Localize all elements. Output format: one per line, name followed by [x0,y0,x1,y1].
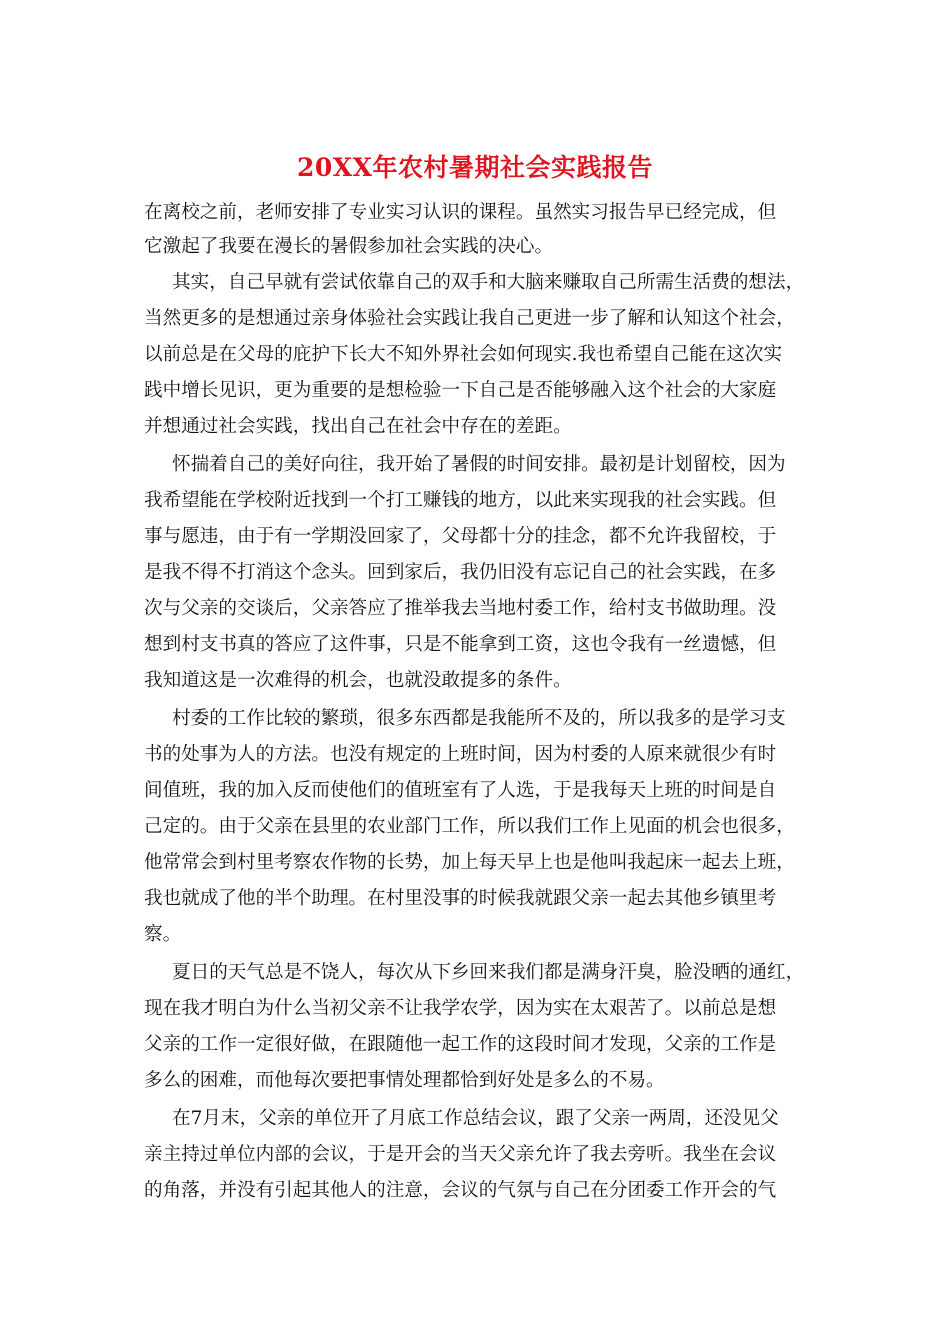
body-line: 亲主持过单位内部的会议，于是开会的当天父亲允许了我去旁听。我坐在会议 [144,1144,777,1165]
body-line: 现在我才明白为什么当初父亲不让我学农学，因为实在太艰苦了。以前总是想 [144,998,777,1019]
body-line: 的角落，并没有引起其他人的注意，会议的气氛与自己在分团委工作开会的气 [144,1180,777,1201]
body-line: 多么的困难，而他每次要把事情处理都恰到好处是多么的不易。 [144,1070,665,1091]
body-line: 察。 [144,924,182,945]
body-line: 是我不得不打消这个念头。回到家后，我仍旧没有忘记自己的社会实践，在多 [144,562,777,583]
body-line: 父亲的工作一定很好做，在跟随他一起工作的这段时间才发现，父亲的工作是 [144,1034,777,1055]
body-line: 事与愿违，由于有一学期没回家了，父母都十分的挂念，都不允许我留校，于 [144,526,777,547]
paragraph-first-line: 夏日的天气总是不饶人，每次从下乡回来我们都是满身汗臭，脸没晒的通红， [172,962,805,983]
body-line: 它激起了我要在漫长的暑假参加社会实践的决心。 [144,236,554,257]
body-line: 践中增长见识，更为重要的是想检验一下自己是否能够融入这个社会的大家庭 [144,380,777,401]
body-line: 己定的。由于父亲在县里的农业部门工作，所以我们工作上见面的机会也很多， [144,816,795,837]
body-line: 我希望能在学校附近找到一个打工赚钱的地方，以此来实现我的社会实践。但 [144,490,777,511]
body-line: 想到村支书真的答应了这件事，只是不能拿到工资，这也令我有一丝遗憾，但 [144,634,777,655]
body-line: 我也就成了他的半个助理。在村里没事的时候我就跟父亲一起去其他乡镇里考 [144,888,777,909]
paragraph-first-line: 怀揣着自己的美好向往，我开始了暑假的时间安排。最初是计划留校，因为 [172,454,786,475]
body-line: 他常常会到村里考察农作物的长势，加上每天早上也是他叫我起床一起去上班， [144,852,795,873]
paragraph-first-line: 在7月末，父亲的单位开了月底工作总结会议，跟了父亲一两周，还没见父 [172,1108,779,1129]
paragraph-first-line: 村委的工作比较的繁琐，很多东西都是我能所不及的，所以我多的是学习支 [172,708,786,729]
body-line: 书的处事为人的方法。也没有规定的上班时间，因为村委的人原来就很少有时 [144,744,777,765]
paragraph-first-line: 其实，自己早就有尝试依靠自己的双手和大脑来赚取自己所需生活费的想法， [172,272,805,293]
body-line: 以前总是在父母的庇护下长大不知外界社会如何现实.我也希望自己能在这次实 [144,344,783,365]
body-line: 间值班，我的加入反而使他们的值班室有了人选，于是我每天上班的时间是自 [144,780,777,801]
document-title: 20XX年农村暑期社会实践报告 [296,153,654,182]
body-line: 当然更多的是想通过亲身体验社会实践让我自己更进一步了解和认知这个社会， [144,308,795,329]
body-line: 我知道这是一次难得的机会，也就没敢提多的条件。 [144,670,572,691]
body-line: 在离校之前，老师安排了专业实习认识的课程。虽然实习报告早已经完成，但 [144,202,777,223]
body-line: 次与父亲的交谈后，父亲答应了推举我去当地村委工作，给村支书做助理。没 [144,598,777,619]
body-line: 并想通过社会实践，找出自己在社会中存在的差距。 [144,416,572,437]
